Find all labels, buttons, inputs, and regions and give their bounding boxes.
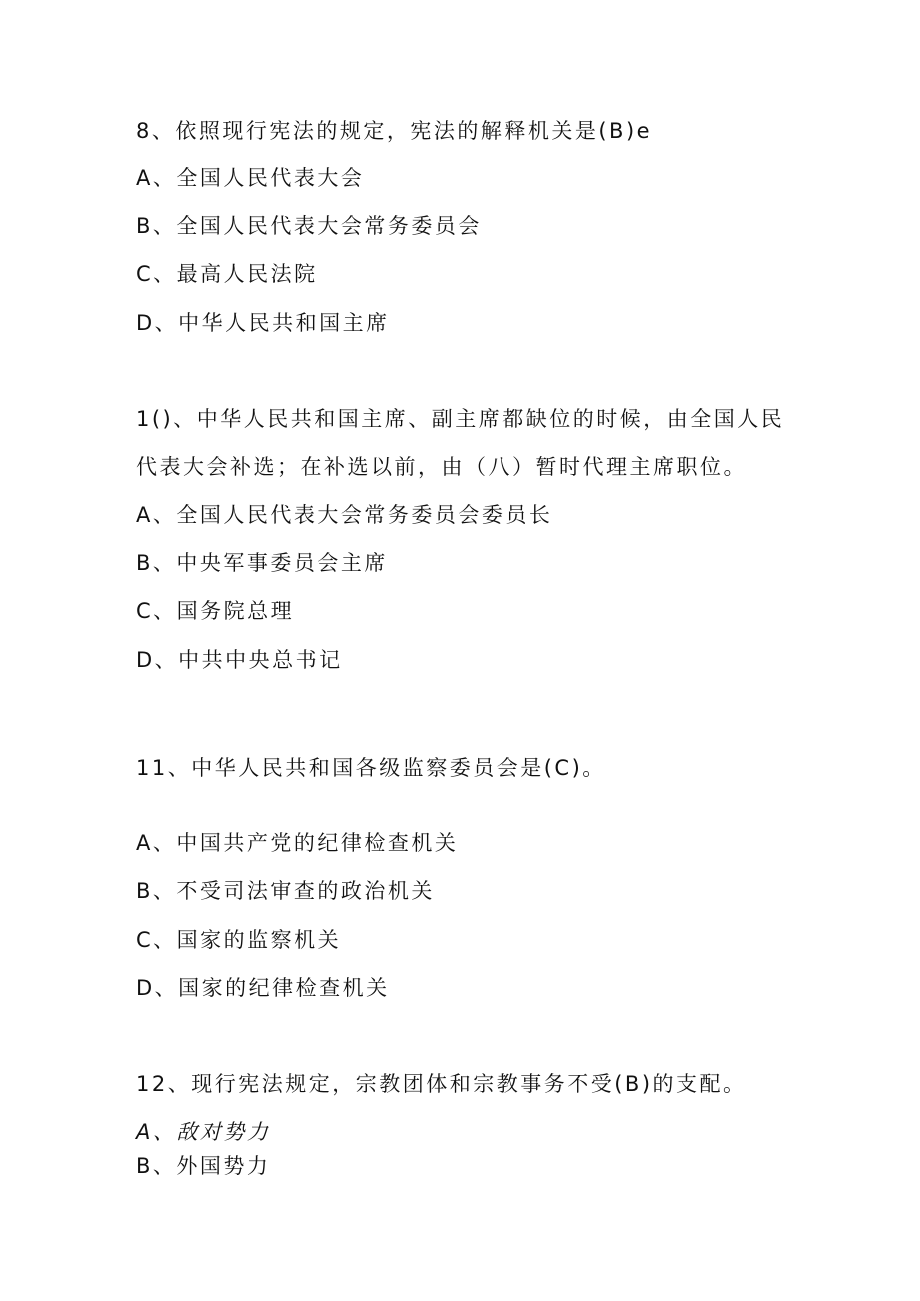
- question-10-option-d: D、中共中央总书记: [136, 648, 343, 672]
- question-8-stem: 8、依照现行宪法的规定，宪法的解释机关是(B)e: [136, 119, 653, 143]
- question-11-option-c: C、国家的监察机关: [136, 928, 342, 952]
- question-8-option-b: B、全国人民代表大会常务委员会: [136, 214, 482, 238]
- question-12-option-a: A、敌对势力: [136, 1120, 271, 1144]
- question-8-option-d: D、中华人民共和国主席: [136, 311, 390, 335]
- question-10-option-b: B、中央军事委员会主席: [136, 551, 388, 575]
- question-10-option-a: A、全国人民代表大会常务委员会委员长: [136, 503, 553, 527]
- question-11-option-a: A、中国共产党的纪律检查机关: [136, 831, 459, 855]
- question-10-option-c: C、国务院总理: [136, 599, 295, 623]
- question-10-stem-line-1: 1()、中华人民共和国主席、副主席都缺位的时候，由全国人民: [136, 407, 785, 431]
- question-8-option-c: C、最高人民法院: [136, 262, 318, 286]
- question-11-option-d: D、国家的纪律检查机关: [136, 976, 390, 1000]
- question-11-option-b: B、不受司法审查的政治机关: [136, 879, 435, 903]
- question-12-option-b: B、外国势力: [136, 1154, 271, 1178]
- question-8-option-a: A、全国人民代表大会: [136, 166, 365, 190]
- question-12-stem: 12、现行宪法规定，宗教团体和宗教事务不受(B)的支配。: [136, 1072, 747, 1096]
- question-10-stem-line-2: 代表大会补选；在补选以前，由（八）暂时代理主席职位。: [136, 455, 747, 479]
- question-11-stem: 11、中华人民共和国各级监察委员会是(C)。: [136, 756, 606, 780]
